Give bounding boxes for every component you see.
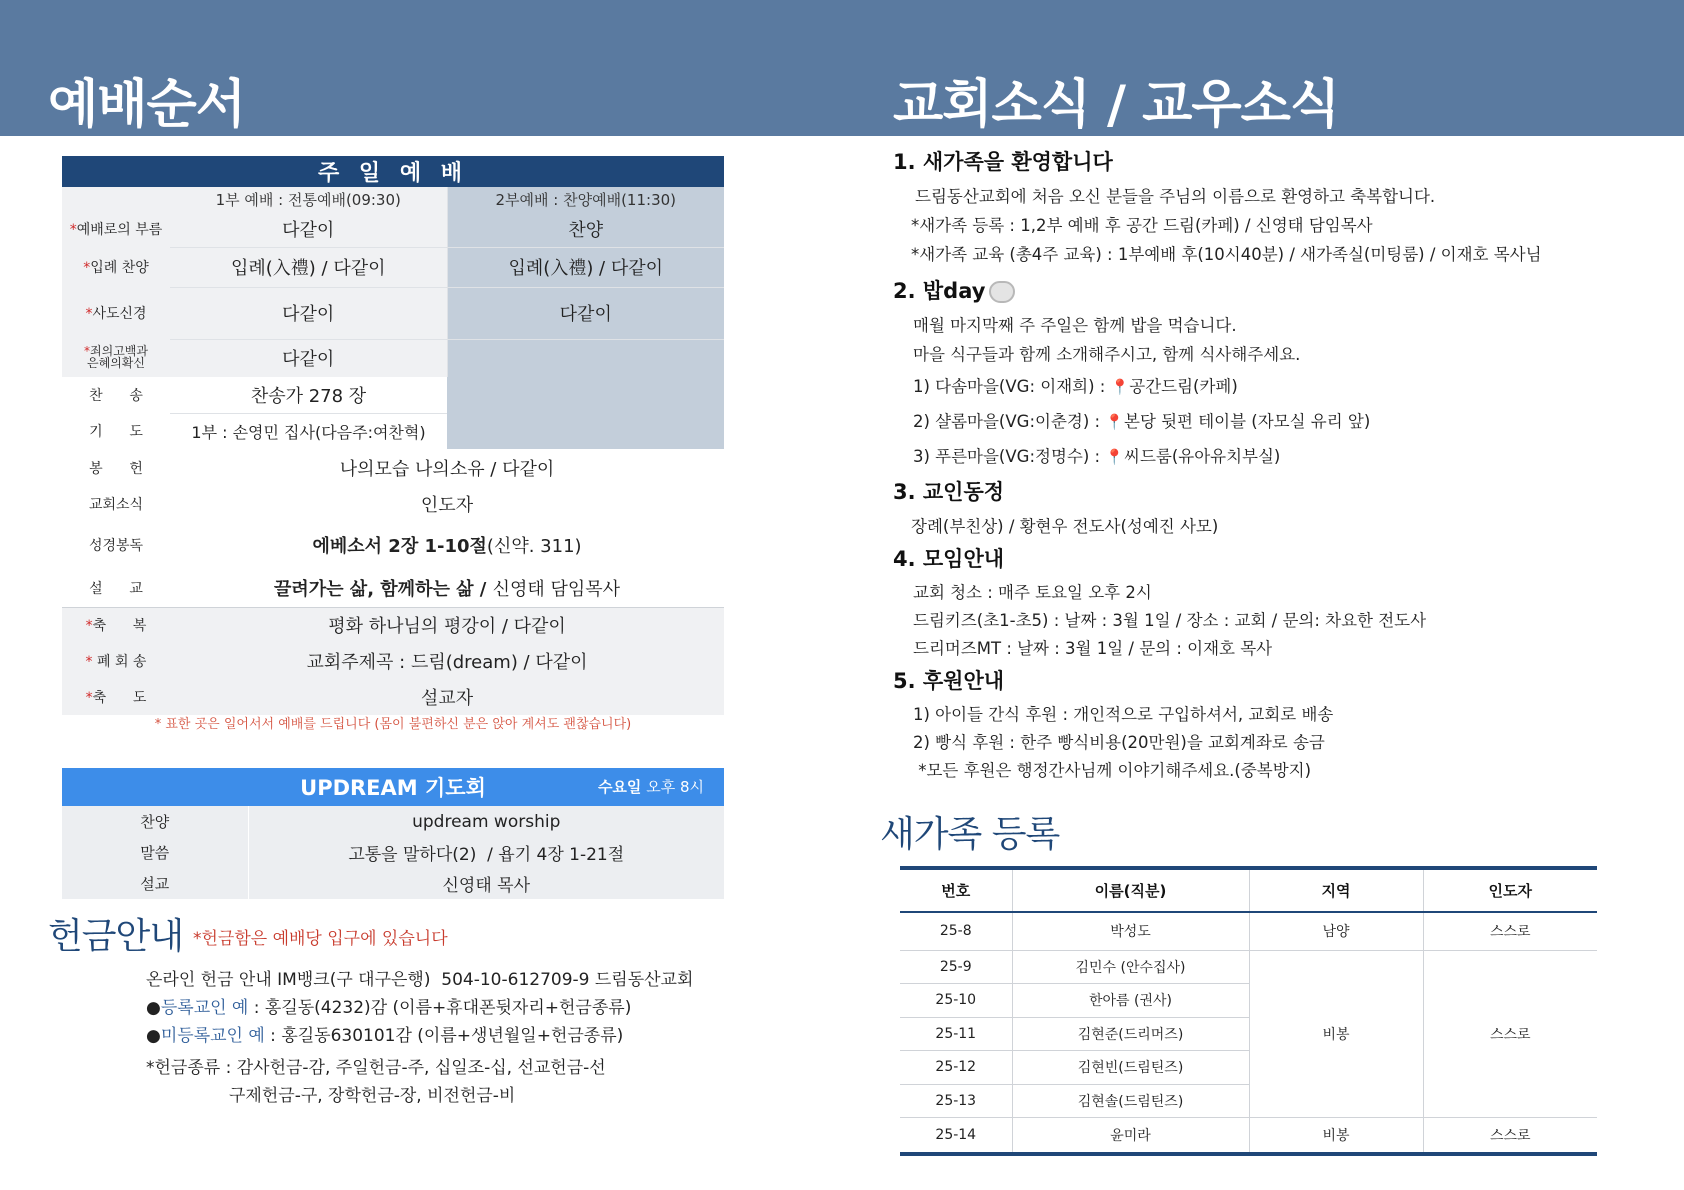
row-label: *예배로의 부름 (62, 211, 170, 247)
updream-header (62, 768, 724, 806)
news-line: 드림키즈(초1-초5) : 날짜 : 3월 1일 / 장소 : 교회 / 문의: 차요한 전도사 (913, 611, 1427, 630)
col-number: 번호 (900, 868, 1012, 912)
required-star: * (85, 306, 93, 322)
church-news-title: 교회소식 / 교우소식 (893, 75, 1340, 135)
reg-number: 25-11 (900, 1017, 1012, 1051)
unregistered-label: 미등록교인 예 (160, 1026, 265, 1046)
village-name: 2) 샬롬마을(VG:이춘경) : (913, 412, 1106, 431)
updream-row-label: 말씀 (62, 837, 248, 868)
updream-table (62, 768, 724, 899)
cell-service2-empty (447, 377, 724, 413)
offering-instructions (146, 966, 693, 1050)
updream-row-value: updream worship (248, 806, 724, 837)
updream-row-value: 고통을 말하다(2) / 욥기 4장 1-21절 (248, 837, 724, 868)
row-label: 봉 헌 (62, 449, 170, 487)
village-item (893, 404, 1653, 439)
worship-order-table (62, 156, 724, 715)
col-name: 이름(직분) (1012, 868, 1249, 912)
cell-service2: 입례(入禮) / 다같이 (447, 247, 724, 287)
reg-guide: 스스로 (1423, 1118, 1597, 1154)
registration-table (900, 866, 1597, 1156)
cell-service2-empty (447, 413, 724, 449)
news-line: 드리머즈MT : 날짜 : 3월 1일 / 문의 : 이재호 목사 (913, 639, 1273, 658)
col-guide: 인도자 (1423, 868, 1597, 912)
news-line: *모든 후원은 행정간사님께 이야기해주세요.(중복방지) (913, 761, 1312, 780)
reg-number: 25-8 (900, 912, 1012, 950)
cell-combined: 인도자 (170, 487, 724, 521)
cell-service2-empty (447, 339, 724, 377)
unregistered-text: : 홍길동630101감 (이름+생년월일+헌금종류) (264, 1026, 624, 1046)
reg-region-group: 비봉 (1249, 950, 1423, 1118)
updream-row-value: 신영태 목사 (248, 868, 724, 899)
cell-service1: 다같이 (170, 339, 447, 377)
news-line: 드림동산교회에 처음 오신 분들을 주님의 이름으로 환영하고 축복합니다. (915, 187, 1436, 206)
cell-service1: 다같이 (170, 211, 447, 247)
news-line: *새가족 등록 : 1,2부 예배 후 공간 드림(카페) / 신영태 담임목사 (911, 216, 1373, 235)
reg-name: 김현빈(드림틴즈) (1012, 1051, 1249, 1085)
updream-schedule (598, 776, 704, 797)
news-line: 매월 마지막째 주 주일은 함께 밥을 먹습니다. (913, 316, 1237, 335)
reg-guide: 스스로 (1423, 912, 1597, 950)
village-name: 1) 다솜마을(VG: 이재희) : (913, 377, 1111, 396)
registered-text: : 홍길동(4232)감 (이름+휴대폰뒷자리+헌금종류) (248, 998, 632, 1018)
news-line: *새가족 교육 (총4주 교육) : 1부예배 후(10시40분) / 새가족실(미팅룸) / 이재호 목사님 (911, 245, 1542, 264)
bullet-icon: ● (146, 998, 161, 1018)
registered-example (146, 994, 693, 1022)
worship-order-title: 예배순서 (48, 75, 245, 135)
row-label: *입례 찬양 (62, 247, 170, 287)
cell-service1: 찬송가 278 장 (170, 377, 447, 413)
row-label: *사도신경 (62, 287, 170, 339)
service1-header: 1부 예배 : 전통예배(09:30) (170, 187, 447, 211)
cell-service1: 1부 : 손영민 집사(다음주:여찬혁) (170, 413, 447, 449)
village-name: 3) 푸른마을(VG:정명수) : (913, 447, 1106, 466)
reg-number: 25-12 (900, 1051, 1012, 1085)
required-star: * (85, 618, 93, 635)
updream-title: UPDREAM 기도회 (300, 776, 486, 800)
online-offering-info: 온라인 헌금 안내 IM뱅크(구 대구은행) 504-10-612709-9 드림동산교회 (146, 970, 694, 990)
col-region: 지역 (1249, 868, 1423, 912)
header-bar (0, 0, 1684, 136)
updream-row-label: 설교 (62, 868, 248, 899)
cell-service1: 다같이 (170, 287, 447, 339)
reg-name: 김민수 (안수집사) (1012, 950, 1249, 984)
reg-number: 25-9 (900, 950, 1012, 984)
section-welcome-title: 1. 새가족을 환영합니다 (893, 150, 1113, 174)
section-bapday (893, 275, 1653, 305)
standing-note: * 표한 곳은 일어서서 예배를 드립니다 (몸이 불편하신 분은 앉아 계셔도 괜찮습니다) (154, 717, 632, 732)
pin-icon: 📍 (1105, 413, 1124, 431)
rice-bowl-icon (989, 281, 1015, 303)
updream-row-label: 찬양 (62, 806, 248, 837)
row-label: *축 복 (62, 607, 170, 643)
news-line: 마을 식구들과 함께 소개해주시고, 함께 식사해주세요. (913, 345, 1301, 364)
cell-service1: 입례(入禮) / 다같이 (170, 247, 447, 287)
service2-header: 2부예배 : 찬양예배(11:30) (447, 187, 724, 211)
sermon (170, 569, 724, 607)
required-star: * (85, 654, 97, 670)
updream-day: 수요일 (597, 778, 642, 796)
sermon-preacher: 신영태 담임목사 (492, 578, 621, 600)
news-line: 교회 청소 : 매주 토요일 오후 2시 (913, 583, 1152, 602)
unregistered-example (146, 1022, 693, 1050)
cell-combined: 교회주제곡 : 드림(dream) / 다같이 (170, 643, 724, 679)
worship-table-title: 주 일 예 배 (62, 156, 724, 187)
registered-label: 등록교인 예 (160, 998, 249, 1018)
offering-title: 헌금안내 (48, 916, 184, 957)
row-label: *축 도 (62, 679, 170, 715)
village-place: 공간드림(카페) (1129, 377, 1238, 396)
reg-name: 한아름 (권사) (1012, 984, 1249, 1018)
reg-region: 비봉 (1249, 1118, 1423, 1154)
sermon-title: 끌려가는 삶, 함께하는 삶 / (273, 578, 493, 600)
registration-title: 새가족 등록 (880, 814, 1060, 855)
village-place: 씨드룸(유아유치부실) (1124, 447, 1281, 466)
village-item (893, 369, 1653, 404)
reg-number: 25-10 (900, 984, 1012, 1018)
reg-name: 윤미라 (1012, 1118, 1249, 1154)
reg-region: 남양 (1249, 912, 1423, 950)
scripture-reading (170, 521, 724, 569)
required-star: * (69, 222, 77, 238)
pin-icon: 📍 (1110, 378, 1130, 396)
village-place: 본당 뒷편 테이블 (자모실 유리 앞) (1124, 412, 1371, 431)
offering-box-note: *헌금함은 예배당 입구에 있습니다 (193, 929, 448, 949)
cell-combined: 나의모습 나의소유 / 다같이 (170, 449, 724, 487)
row-label: 기 도 (62, 413, 170, 449)
bullet-icon: ● (146, 1026, 161, 1046)
required-star: * (85, 690, 93, 706)
cell-combined: 평화 하나님의 평강이 / 다같이 (170, 607, 724, 643)
cell-service2: 찬양 (447, 211, 724, 247)
row-label: 찬 송 (62, 377, 170, 413)
required-star: * (84, 344, 91, 358)
church-news (893, 146, 1653, 785)
pin-icon: 📍 (1105, 448, 1124, 466)
required-star: * (83, 260, 91, 276)
cell-service2: 다같이 (447, 287, 724, 339)
reg-number: 25-14 (900, 1118, 1012, 1154)
cell-combined: 설교자 (170, 679, 724, 715)
news-line: 장례(부친상) / 황현우 전도사(성예진 사모) (911, 517, 1219, 536)
updream-time: 오후 8시 (646, 778, 704, 796)
offering-kinds-line2: 구제헌금-구, 장학헌금-장, 비전헌금-비 (229, 1086, 516, 1106)
row-label: * 폐 회 송 (62, 643, 170, 679)
offering-kinds (146, 1054, 606, 1110)
scripture-ref: 에베소서 2장 1-10절 (312, 536, 487, 557)
row-label: 설 교 (62, 569, 170, 607)
reg-name: 박성도 (1012, 912, 1249, 950)
row-label: 성경봉독 (62, 521, 170, 569)
offering-kinds-line1: *헌금종류 : 감사헌금-감, 주일헌금-주, 십일조-십, 선교헌금-선 (146, 1058, 606, 1078)
reg-guide-group: 스스로 (1423, 950, 1597, 1118)
news-line: 2) 빵식 후원 : 한주 빵식비용(20만원)을 교회계좌로 송금 (913, 733, 1325, 752)
section-members-title: 3. 교인동정 (893, 480, 1005, 504)
reg-name: 김현솔(드림틴즈) (1012, 1084, 1249, 1118)
news-line: 1) 아이들 간식 후원 : 개인적으로 구입하셔서, 교회로 배송 (913, 705, 1334, 724)
scripture-page: (신약. 311) (486, 536, 582, 557)
row-label: *죄의고백과 은혜의확신 (84, 344, 148, 370)
row-label: 교회소식 (62, 487, 170, 521)
section-meetings-title: 4. 모임안내 (893, 547, 1005, 571)
village-item (893, 439, 1653, 474)
reg-number: 25-13 (900, 1084, 1012, 1118)
section-support-title: 5. 후원안내 (893, 669, 1005, 693)
reg-name: 김현준(드리머즈) (1012, 1017, 1249, 1051)
section-bapday-title: 2. 밥day (893, 279, 986, 303)
